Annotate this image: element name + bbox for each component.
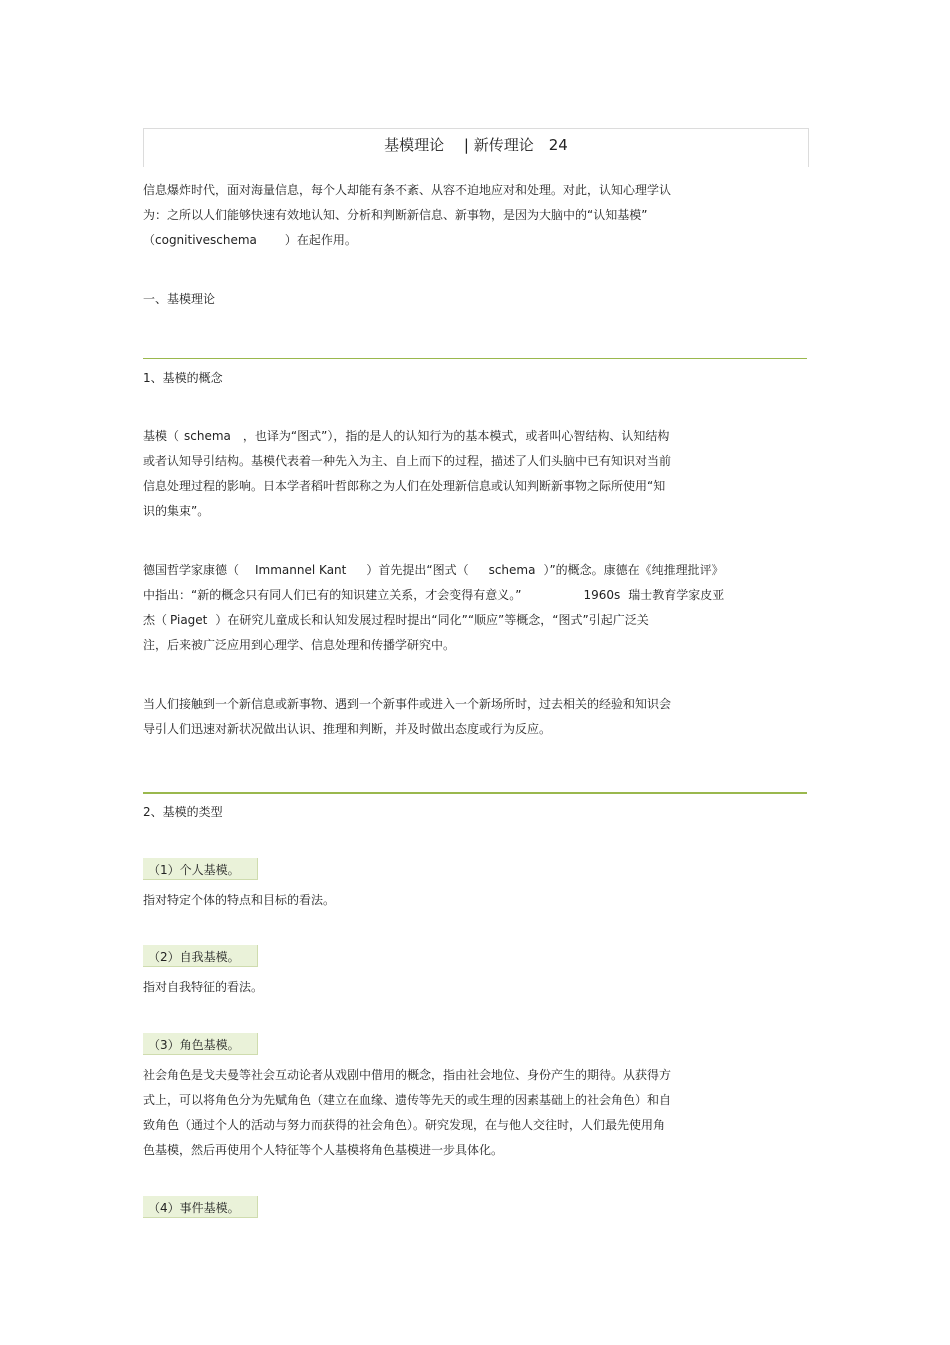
title-box bbox=[143, 128, 809, 167]
schema-term: schema bbox=[184, 429, 231, 443]
concept-line-1 bbox=[143, 424, 783, 449]
concept-line-1a: 基模（ bbox=[143, 429, 180, 443]
kant-line-3a: 杰（ bbox=[143, 613, 168, 627]
kant-line-1e: ）”的概念。康德在《纯推理批评》 bbox=[543, 563, 724, 577]
intro-line-3-end: ）在起作用。 bbox=[284, 233, 357, 247]
subsection-heading-2: 2、基模的类型 bbox=[143, 805, 223, 819]
kant-line-3c: ）在研究儿童成长和认知发展过程时提出“同化”“顺应”等概念，“图式”引起广泛关 bbox=[215, 613, 649, 627]
section-heading-1: 一、基模理论 bbox=[143, 292, 216, 306]
type-desc-role-2: 式上，可以将角色分为先赋角色（建立在血缘、遗传等先天的或生理的因素基础上的社会角色）和自 bbox=[143, 1093, 672, 1107]
reaction-line-2: 导引人们迅速对新状况做出认识、推理和判断，并及时做出态度或行为反应。 bbox=[143, 722, 552, 736]
page-title: 基模理论 | 新传理论 24 bbox=[384, 136, 568, 154]
subsection-heading-1: 1、基模的概念 bbox=[143, 371, 223, 385]
kant-line-1 bbox=[143, 558, 783, 583]
kant-line-2a: 中指出：“新的概念只有同人们已有的知识建立关系，才会变得有意义。” bbox=[143, 588, 522, 602]
concept-line-2: 或者认知导引结构。基模代表着一种先入为主、自上而下的过程，描述了人们头脑中已有知识对当前 bbox=[143, 454, 672, 468]
type-label-role: （3）角色基模。 bbox=[143, 1033, 258, 1055]
year-1960s: 1960s bbox=[583, 588, 621, 602]
intro-line-3 bbox=[143, 228, 783, 253]
type-desc-self: 指对自我特征的看法。 bbox=[143, 980, 264, 994]
intro-line-2: 为：之所以人们能够快速有效地认知、分析和判断新信息、新事物，是因为大脑中的“认知基模” bbox=[143, 208, 648, 222]
kant-line-1c: ）首先提出“图式（ bbox=[366, 563, 469, 577]
type-desc-role-4: 色基模，然后再使用个人特征等个人基模将角色基模进一步具体化。 bbox=[143, 1143, 504, 1157]
type-label-personal: （1）个人基模。 bbox=[143, 858, 258, 880]
divider-1 bbox=[143, 358, 807, 359]
intro-term: （cognitiveschema bbox=[143, 233, 257, 247]
schema-term-2: schema bbox=[488, 563, 536, 577]
kant-name: Immannel Kant bbox=[255, 563, 347, 577]
divider-2 bbox=[143, 792, 807, 794]
type-desc-personal: 指对特定个体的特点和目标的看法。 bbox=[143, 893, 336, 907]
type-desc-role-3: 致角色（通过个人的活动与努力而获得的社会角色）。研究发现，在与他人交往时，人们最先使用角 bbox=[143, 1118, 666, 1132]
kant-line-3 bbox=[143, 608, 783, 633]
kant-line-1a: 德国哲学家康德（ bbox=[143, 563, 240, 577]
type-desc-role-1: 社会角色是戈夫曼等社会互动论者从戏剧中借用的概念，指由社会地位、身份产生的期待。从获得方 bbox=[143, 1068, 672, 1082]
kant-line-2 bbox=[143, 583, 783, 608]
reaction-line-1: 当人们接触到一个新信息或新事物、遇到一个新事件或进入一个新场所时，过去相关的经验和知识会 bbox=[143, 697, 672, 711]
kant-line-2c: 瑞士教育学家皮亚 bbox=[628, 588, 725, 602]
kant-line-4: 注，后来被广泛应用到心理学、信息处理和传播学研究中。 bbox=[143, 638, 456, 652]
piaget-name: Piaget bbox=[170, 613, 208, 627]
type-label-event: （4）事件基模。 bbox=[143, 1196, 258, 1218]
concept-line-1c: ，也译为“图式”），指的是人的认知行为的基本模式，或者叫心智结构、认知结构 bbox=[242, 429, 670, 443]
type-label-self: （2）自我基模。 bbox=[143, 945, 258, 967]
concept-line-3: 信息处理过程的影响。日本学者稻叶哲郎称之为人们在处理新信息或认知判断新事物之际所使用“知 bbox=[143, 479, 666, 493]
intro-line-1: 信息爆炸时代，面对海量信息，每个人却能有条不紊、从容不迫地应对和处理。对此，认知心理学认 bbox=[143, 183, 672, 197]
concept-line-4: 识的集束”。 bbox=[143, 504, 210, 518]
